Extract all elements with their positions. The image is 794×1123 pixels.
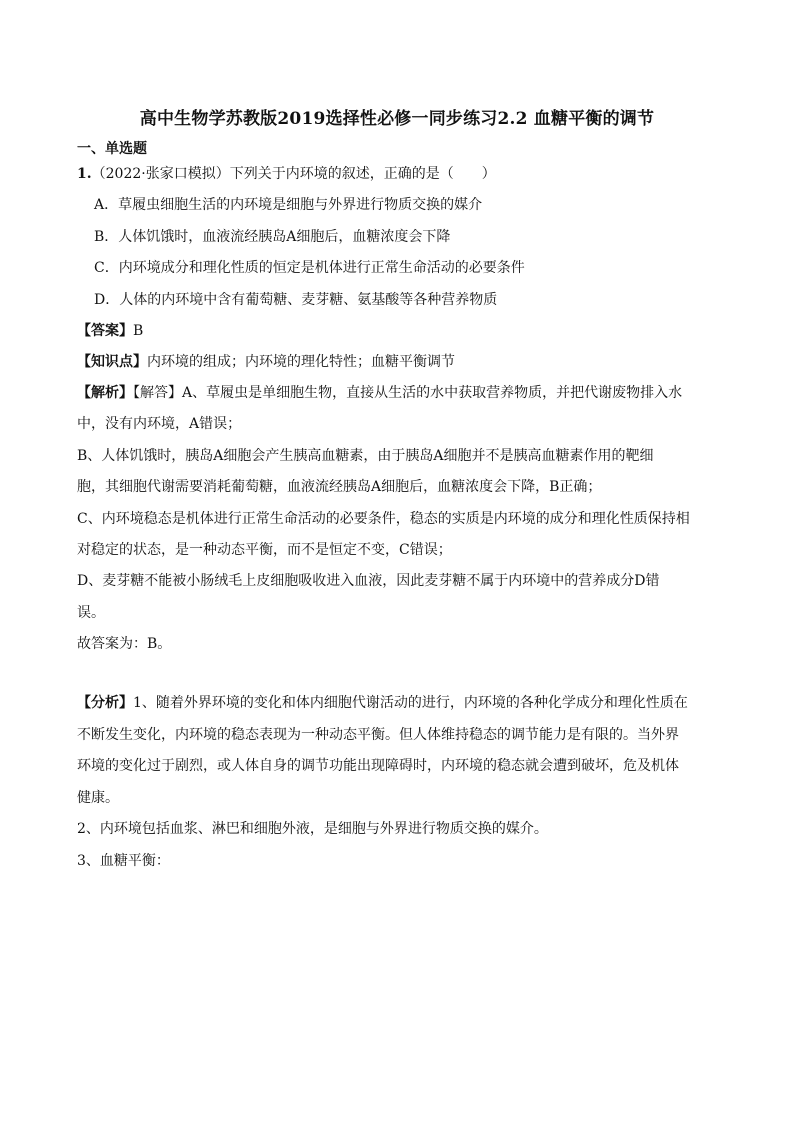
question-stem: 下列关于内环境的叙述，正确的是（ ） [229,166,496,182]
fenxi-line-3: 环境的变化过于剧烈，或人体自身的调节功能出现障碍时，内环境的稳态就会遭到破坏，危及机体 [77,758,679,774]
option-a: A．草履虫细胞生活的内环境是细胞与外界进行物质交换的媒介 [94,197,483,213]
analysis-text: 【解答】A、草履虫是单细胞生物，直接从生活的水中获取营养物质，并把代谢废物排入水 [133,385,683,401]
document-title: 高中生物学苏教版2019选择性必修一同步练习2.2 血糖平衡的调节 [139,109,655,129]
answer-line [77,321,717,341]
question-source: （2022·张家口模拟） [91,166,230,182]
analysis-line-8: 误。 [77,605,105,621]
option-d: D．人体的内环境中含有葡萄糖、麦芽糖、氨基酸等各种营养物质 [94,292,498,308]
analysis-line-7: D、麦芽糖不能被小肠绒毛上皮细胞吸收进入血液，因此麦芽糖不属于内环境中的营养成分D错 [77,573,660,589]
fenxi-line-5: 2、内环境包括血浆、淋巴和细胞外液，是细胞与外界进行物质交换的媒介。 [77,821,548,837]
analysis-line-2: 中，没有内环境，A错误； [77,416,242,432]
fenxi-line-4: 健康。 [77,790,119,806]
analysis-line-3: B、人体饥饿时，胰岛A细胞会产生胰高血糖素，由于胰岛A细胞并不是胰高血糖素作用的靶细 [77,448,654,464]
option-c: C．内环境成分和理化性质的恒定是机体进行正常生命活动的必要条件 [94,260,525,276]
knowledge-line [77,352,717,372]
knowledge-label: 【知识点】 [77,354,147,370]
analysis-line-4: 胞，其细胞代谢需要消耗葡萄糖，血液流经胰岛A细胞后，血糖浓度会下降，B正确； [77,479,602,495]
analysis-line-1 [77,383,717,403]
fenxi-label: 【分析】 [77,695,133,711]
analysis-label: 【解析】 [77,385,133,401]
answer-label: 【答案】 [77,323,133,339]
analysis-line-5: C、内环境稳态是机体进行正常生命活动的必要条件，稳态的实质是内环境的成分和理化性质保持相 [77,511,690,527]
option-b: B．人体饥饿时，血液流经胰岛A细胞后，血糖浓度会下降 [94,229,451,245]
question-stem-line [77,164,717,184]
knowledge-value: 内环境的组成；内环境的理化特性；血糖平衡调节 [147,354,455,370]
fenxi-line-6: 3、血糖平衡： [77,853,170,869]
fenxi-line-2: 不断发生变化，内环境的稳态表现为一种动态平衡。但人体维持稳态的调节能力是有限的。当外界 [77,727,679,743]
answer-value: B [133,323,144,339]
question-number: 1. [77,166,92,182]
section-heading: 一、单选题 [77,141,147,157]
analysis-line-9: 故答案为：B。 [77,636,172,652]
fenxi-text: 1、随着外界环境的变化和体内细胞代谢活动的进行，内环境的各种化学成分和理化性质在 [133,695,688,711]
analysis-line-6: 对稳定的状态，是一种动态平衡，而不是恒定不变，C错误； [77,542,452,558]
fenxi-line-1 [77,693,717,713]
